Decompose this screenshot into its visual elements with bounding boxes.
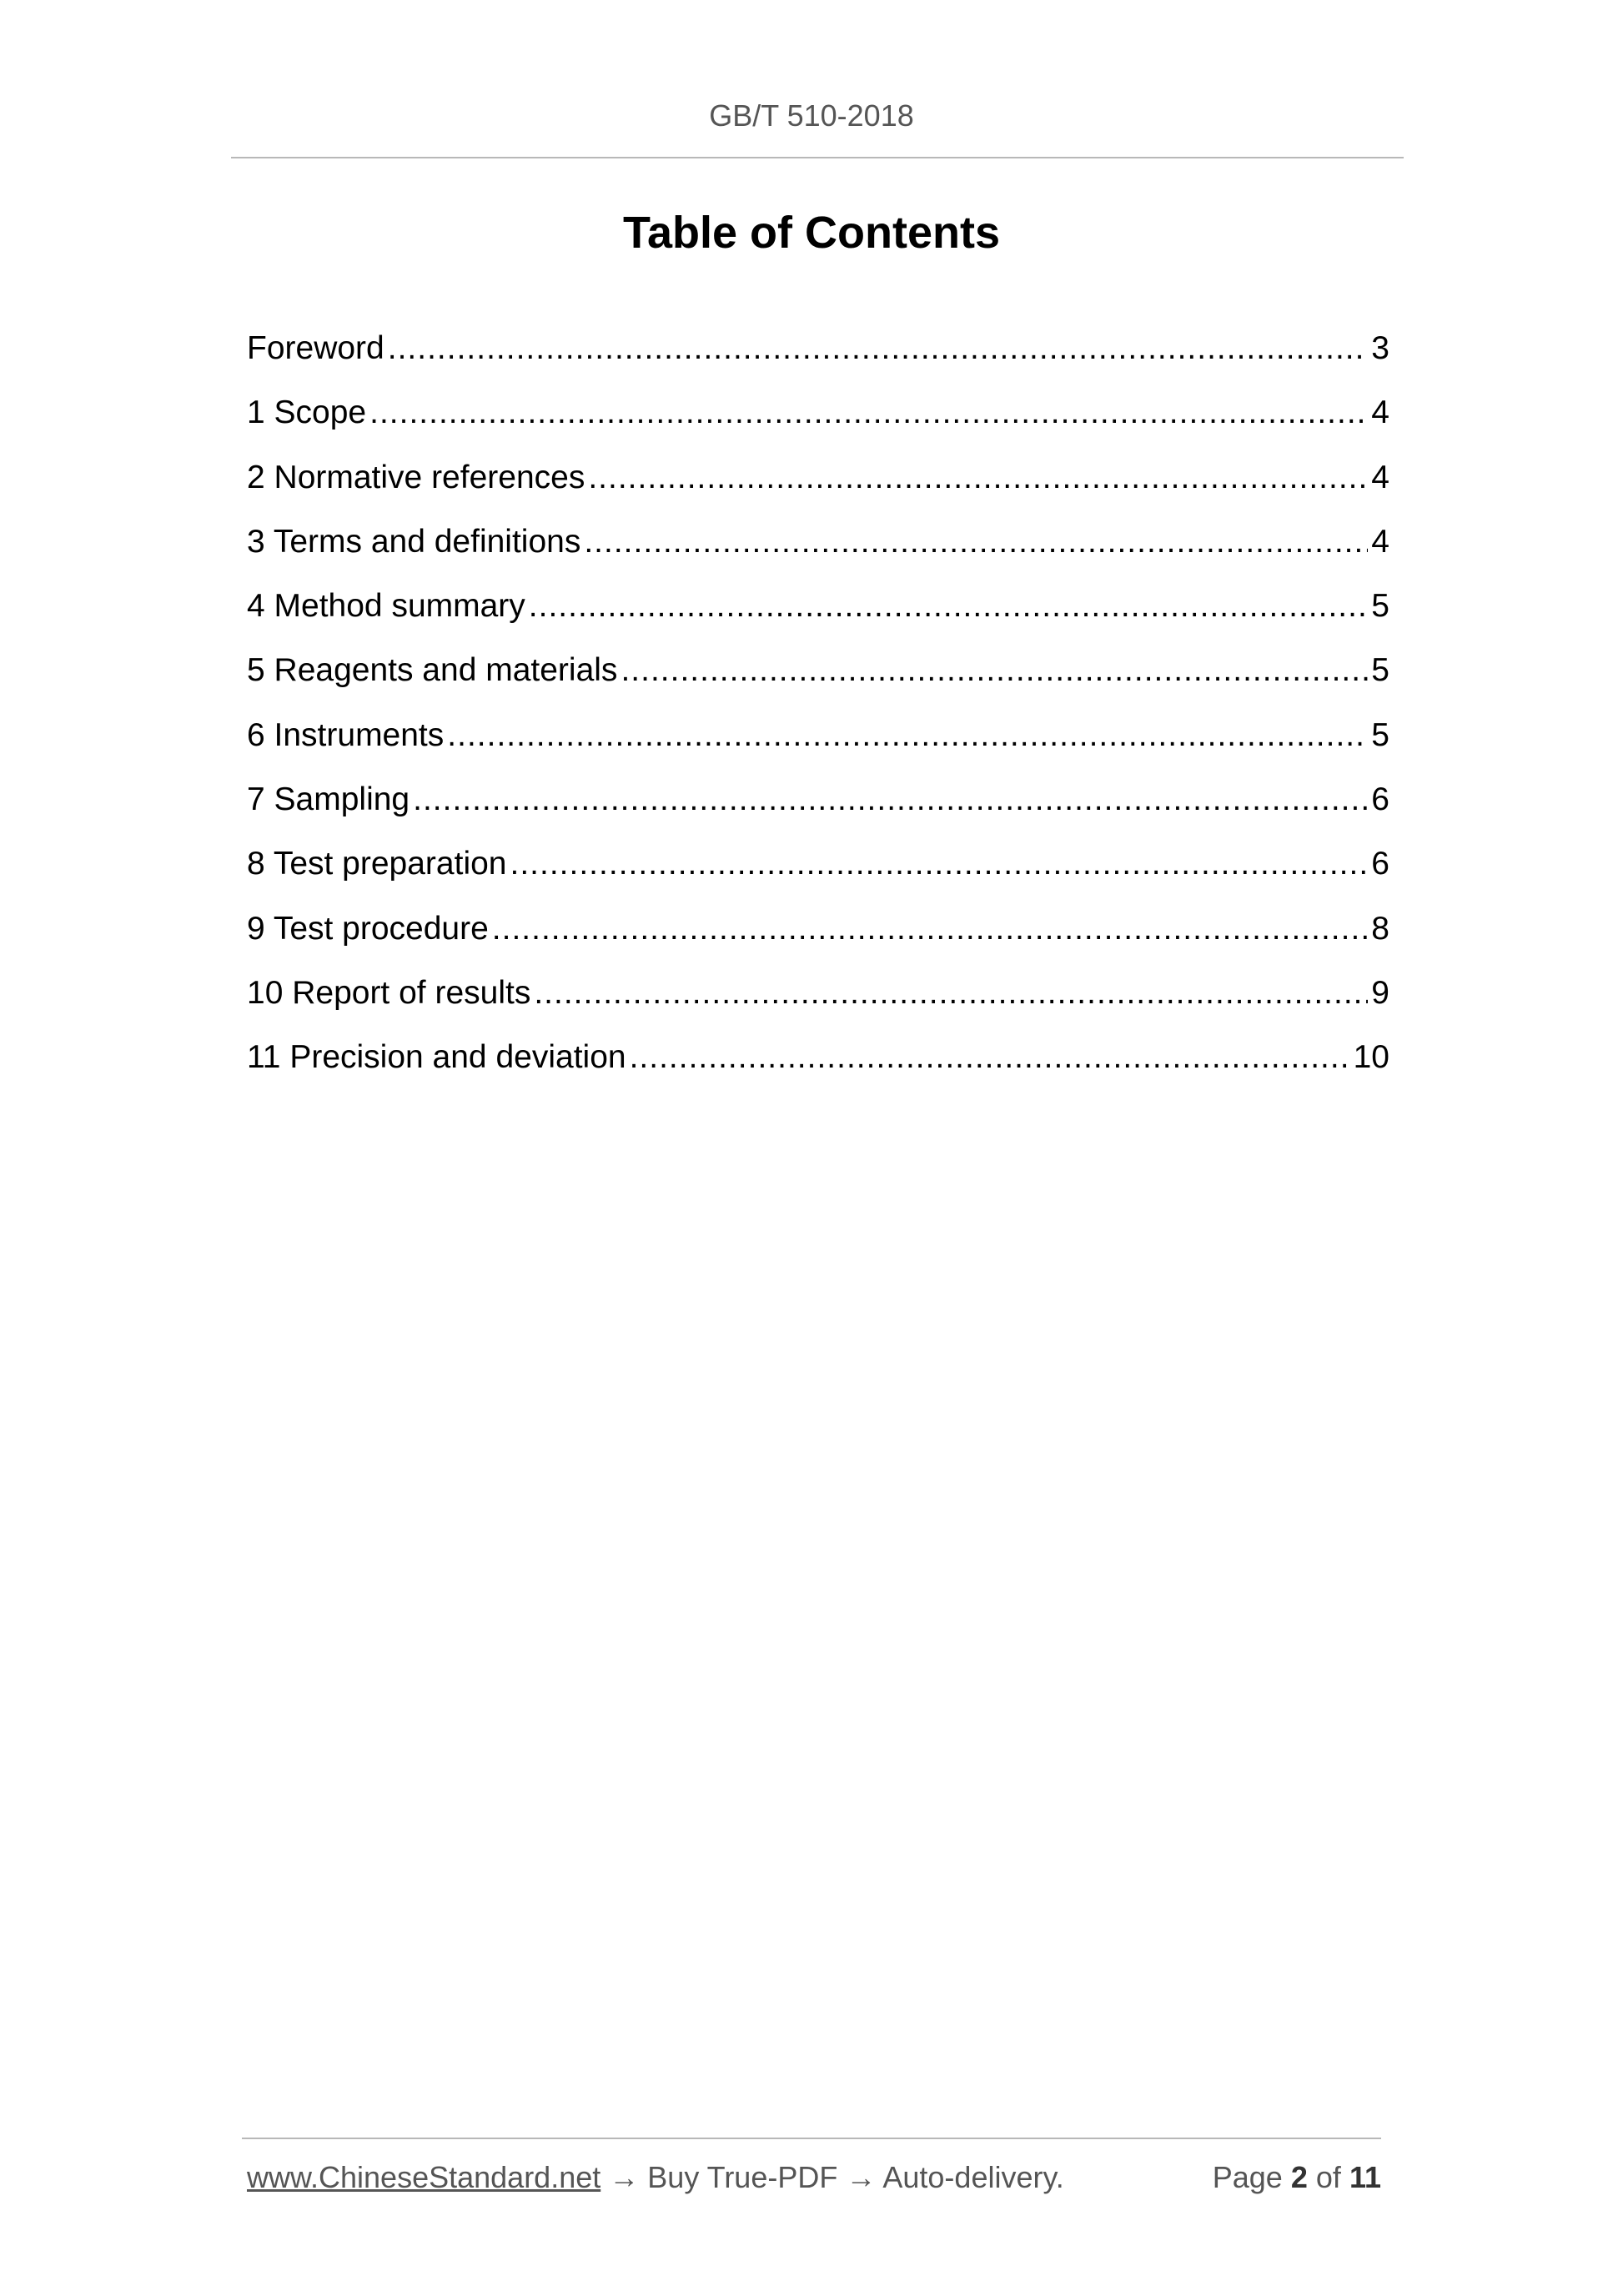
footer-promo: [247, 2160, 1064, 2195]
toc-leader-dots: [510, 846, 1369, 882]
toc-entry-page: 3: [1371, 330, 1389, 366]
page-word: Page: [1212, 2160, 1283, 2194]
toc-entry-page: 9: [1371, 974, 1389, 1011]
toc-entry-terms-and-definitions[interactable]: [247, 524, 1389, 588]
toc-entry-instruments[interactable]: [247, 717, 1389, 781]
toc-entry-page: 4: [1371, 394, 1389, 431]
toc-entry-label: 8 Test preparation: [247, 846, 507, 882]
toc-leader-dots: [529, 588, 1369, 625]
toc-entry-page: 4: [1371, 523, 1389, 560]
toc-entry-label: 1 Scope: [247, 394, 367, 431]
toc-leader-dots: [369, 394, 1368, 431]
arrow-right-icon: →: [846, 2160, 877, 2194]
toc-entry-label: 4 Method summary: [247, 588, 525, 625]
toc-leader-dots: [447, 717, 1368, 754]
toc-entry-report-of-results[interactable]: [247, 975, 1389, 1039]
toc-entry-label: 7 Sampling: [247, 781, 410, 818]
page-current: 2: [1290, 2160, 1308, 2194]
toc-leader-dots: [388, 330, 1369, 367]
toc-entry-foreword[interactable]: [247, 330, 1389, 394]
toc-entry-precision-and-deviation[interactable]: [247, 1039, 1389, 1103]
website-link[interactable]: www.ChineseStandard.net: [247, 2160, 601, 2194]
toc-entry-label: 9 Test procedure: [247, 910, 489, 947]
toc-entry-scope[interactable]: [247, 394, 1389, 459]
toc-entry-test-preparation[interactable]: [247, 846, 1389, 910]
toc-entry-label: 5 Reagents and materials: [247, 652, 618, 689]
toc-leader-dots: [621, 652, 1368, 689]
toc-entry-label: 3 Terms and definitions: [247, 523, 581, 560]
running-header: GB/T 510-2018: [709, 98, 914, 133]
toc-entry-sampling[interactable]: [247, 781, 1389, 846]
delivery-text: Auto-delivery.: [882, 2160, 1064, 2194]
of-word: of: [1315, 2160, 1341, 2194]
toc-entry-label: 10 Report of results: [247, 974, 531, 1011]
toc-entry-page: 6: [1371, 781, 1389, 818]
toc-leader-dots: [413, 781, 1368, 818]
page-number: [1213, 2160, 1381, 2195]
toc-entry-label: 6 Instruments: [247, 716, 445, 753]
toc-entry-normative-references[interactable]: [247, 460, 1389, 524]
header-divider: [231, 157, 1404, 158]
toc-entry-page: 4: [1371, 459, 1389, 495]
toc-entry-label: 11 Precision and deviation: [247, 1039, 626, 1076]
toc-entry-page: 5: [1371, 716, 1389, 753]
toc-entry-page: 6: [1371, 846, 1389, 882]
footer-divider: [242, 2138, 1381, 2139]
toc-entry-test-procedure[interactable]: [247, 911, 1389, 975]
page-title: Table of Contents: [623, 208, 1000, 258]
page-total: 11: [1349, 2160, 1381, 2194]
toc-leader-dots: [630, 1039, 1350, 1076]
toc-entry-page: 8: [1371, 910, 1389, 947]
toc-leader-dots: [534, 975, 1368, 1012]
toc-entry-page: 5: [1371, 652, 1389, 689]
toc-entry-label: Foreword: [247, 330, 384, 366]
toc-entry-page: 10: [1353, 1039, 1389, 1076]
toc-entry-method-summary[interactable]: [247, 588, 1389, 652]
toc-entry-label: 2 Normative references: [247, 459, 585, 495]
toc-leader-dots: [584, 524, 1368, 560]
toc-leader-dots: [588, 460, 1368, 496]
arrow-right-icon: →: [609, 2160, 640, 2194]
toc-leader-dots: [492, 911, 1369, 947]
toc-entry-page: 5: [1371, 588, 1389, 625]
buy-text: Buy True-PDF: [647, 2160, 838, 2194]
toc-list: [247, 330, 1389, 1104]
toc-entry-reagents-and-materials[interactable]: [247, 652, 1389, 716]
